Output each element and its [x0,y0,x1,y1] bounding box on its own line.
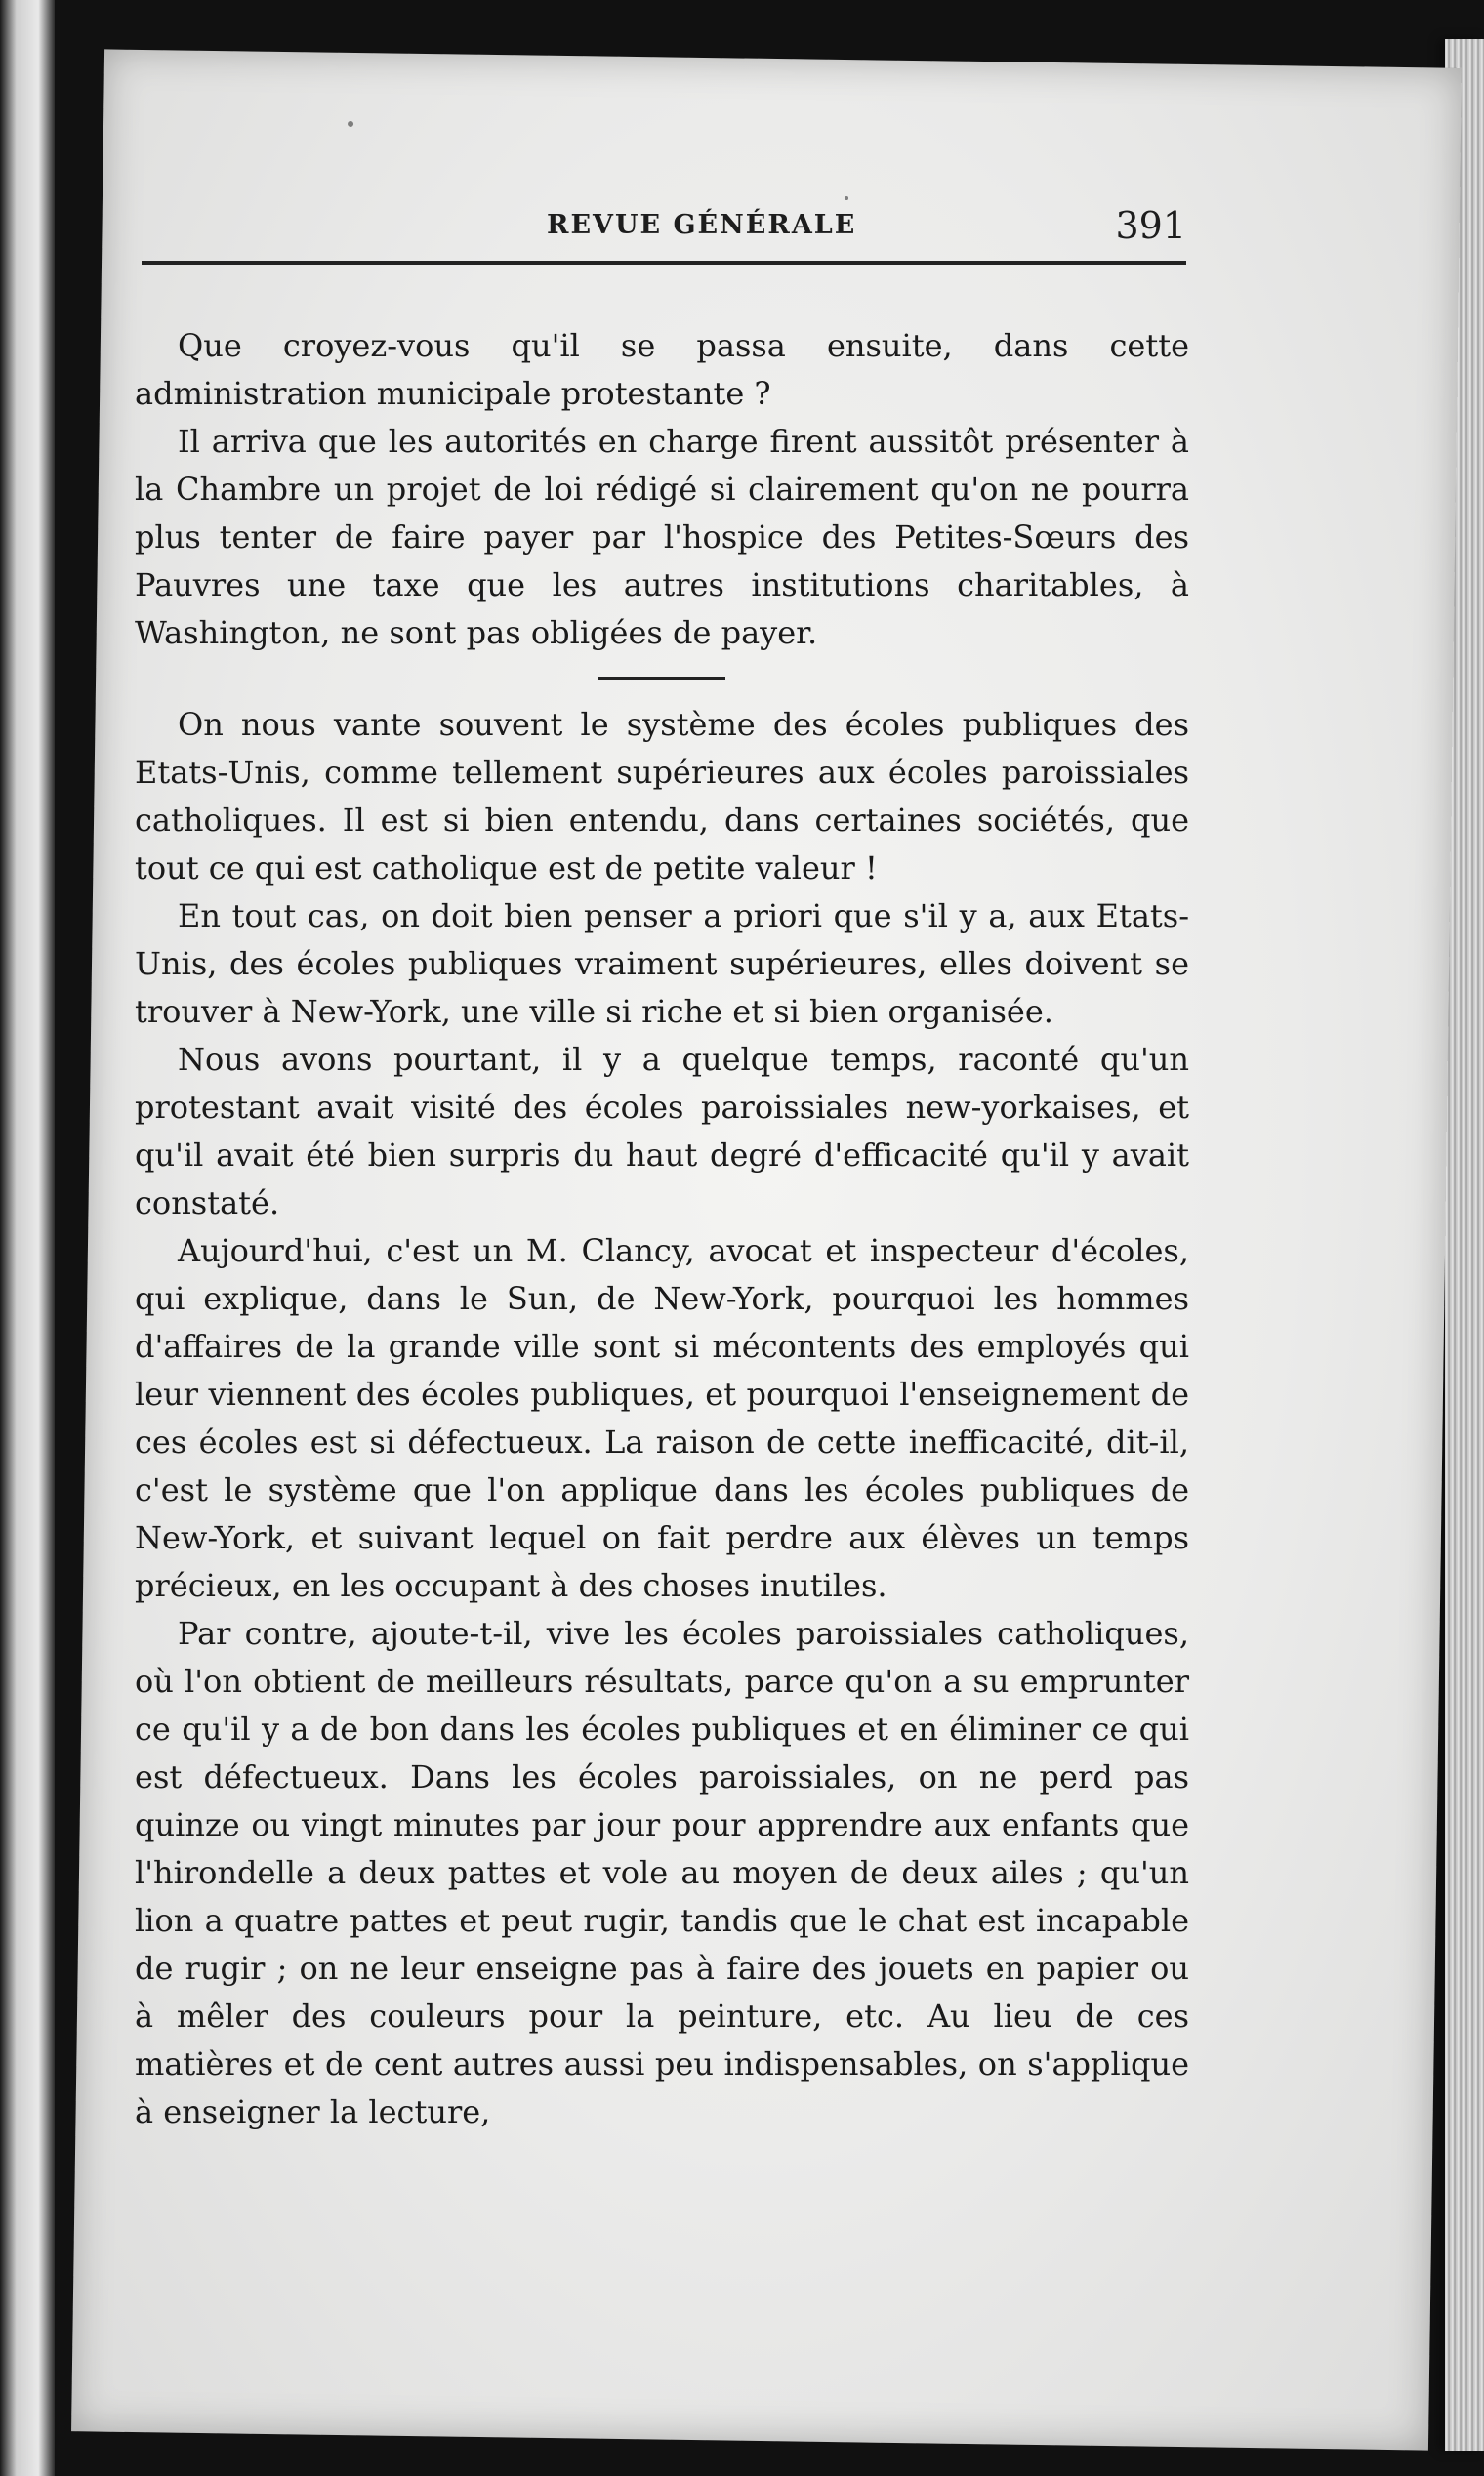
paragraph: Que croyez-vous qu'il se passa ensuite, dans cette administration municipale protestante ? [135,327,1189,412]
previous-page-edge [0,0,55,2476]
ink-speck [348,121,353,127]
ink-speck [845,196,848,200]
paragraph: Aujourd'hui, c'est un M. Clancy, avocat et inspecteur d'écoles, qui explique, dans le Sun, de New-York, pourquoi les hommes d'affaires de la grande ville sont si mécontents des employés qui leur viennent des écoles publiques, et pourquoi l'enseignement de ces écoles est si défectueux. La raison de cette inefficacité, dit-il, c'est le système que l'on applique dans les écoles publiques de New-York, et suivant lequel on fait perdre aux élèves un temps précieux, en les occupant à des choses inutiles. [135,1232,1189,1604]
section-separator [598,677,725,680]
page-number: 391 [1115,204,1186,247]
body-text [135,322,1189,2136]
paragraph: En tout cas, on doit bien penser a priori que s'il y a, aux Etats-Unis, des écoles publiques vraiment supérieures, elles doivent se trouver à New-York, une ville si riche et si bien organisée. [135,897,1189,1030]
header-rule [142,261,1186,265]
paragraph: On nous vante souvent le système des écoles publiques des Etats-Unis, comme tellement supérieures aux écoles paroissiales catholiques. Il est si bien entendu, dans certaines sociétés, que tout ce qui est catholique est de petite valeur ! [135,706,1189,887]
paragraph: Nous avons pourtant, il y a quelque temps, raconté qu'un protestant avait visité des écoles paroissiales new-yorkaises, et qu'il avait été bien surpris du haut degré d'efficacité qu'il y avait constaté. [135,1041,1189,1221]
running-title: REVUE GÉNÉRALE [547,210,857,240]
paragraph: Par contre, ajoute-t-il, vive les écoles paroissiales catholiques, où l'on obtient de meilleurs résultats, parce qu'on a su emprunter ce qu'il y a de bon dans les écoles publiques et en éliminer ce qui est défectueux. Dans les écoles paroissiales, on ne perd pas quinze ou vingt minutes par jour pour apprendre aux enfants que l'hirondelle a deux pattes et vole au moyen de deux ailes ; qu'un lion a quatre pattes et peut rugir, tandis que le chat est incapable de rugir ; on ne leur enseigne pas à faire des jouets en papier ou à mêler des couleurs pour la peinture, etc. Au lieu de ces matières et de cent autres aussi peu indispensables, on s'applique à enseigner la lecture, [135,1615,1189,2130]
page-header [142,204,1186,278]
paragraph: Il arriva que les autorités en charge firent aussitôt présenter à la Chambre un projet de loi rédigé si clairement qu'on ne pourra plus tenter de faire payer par l'hospice des Petites-Sœurs des Pauvres une taxe que les autres institutions charitables, à Washington, ne sont pas obligées de payer. [135,423,1189,651]
